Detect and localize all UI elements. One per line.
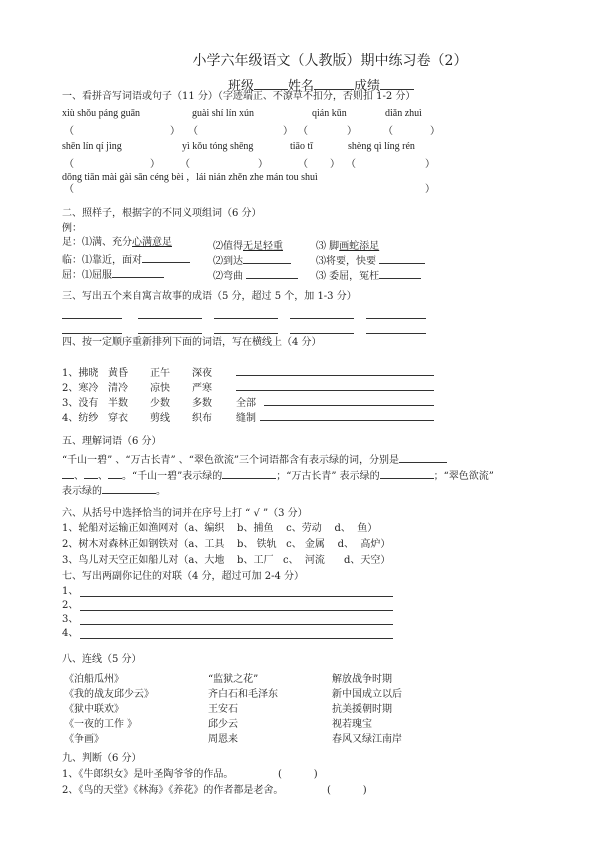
pinyin: xiù shǒu páng guān <box>62 108 141 119</box>
sep: 、 <box>74 471 84 482</box>
match-item-col3[interactable]: 解放战争时期 <box>332 674 392 685</box>
answer-paren-close: ） <box>425 159 435 170</box>
answer-paren-close: ） <box>330 159 340 170</box>
char: 足： <box>62 237 82 248</box>
name-label: 姓名 <box>288 79 315 94</box>
answer-line[interactable] <box>80 610 393 611</box>
answer-blank[interactable] <box>379 253 425 264</box>
answer-line[interactable] <box>80 624 393 625</box>
answer-line[interactable] <box>62 333 122 334</box>
word: 3、没有 <box>62 398 99 409</box>
judge-item: 1、《牛郎织女》是叶圣陶爷爷的作品。 <box>62 769 234 780</box>
answer-paren-close: ） <box>430 126 440 137</box>
match-item-col2[interactable]: 齐白石和毛泽东 <box>208 689 278 700</box>
page-title: 小学六年级语文（人教版）期中练习卷（2） <box>192 53 468 69</box>
question-text: ；“万古长青” 表示绿的 <box>276 471 380 482</box>
row-zu <box>62 237 172 249</box>
word: 凉快 <box>150 383 170 394</box>
match-item-col3[interactable]: 春风又绿江南岸 <box>332 734 402 745</box>
judge-answer-paren[interactable]: ( ) <box>278 769 318 780</box>
item-number: 1、 <box>62 586 79 597</box>
answer-line[interactable] <box>260 420 434 421</box>
score-label: 成绩 <box>354 79 381 94</box>
answer-line[interactable] <box>236 390 434 391</box>
answer-blank[interactable] <box>246 268 298 279</box>
answer-paren-open: （ <box>180 159 190 170</box>
match-item-col2[interactable]: “监狱之花” <box>208 674 259 685</box>
class-label: 班级 <box>228 79 255 94</box>
section-7-heading: 七、写出两副你记住的对联（4 分，超过可加 2-4 分） <box>62 571 305 582</box>
section-5-heading: 五、理解词语（6 分） <box>62 436 162 447</box>
answer-line[interactable] <box>264 405 434 406</box>
match-item-col2[interactable]: 王安石 <box>208 704 238 715</box>
choice-item[interactable]: 1、轮船对运输正如渔网对（a、编织 b、捕鱼 c、劳动 d、 鱼） <box>62 523 378 534</box>
answer-blank[interactable] <box>142 252 190 263</box>
item-number: 3、 <box>62 614 79 625</box>
pinyin: dōng tiān mài gài sān céng bèi ，lái nián zhěn zhe mán tou shuì <box>62 172 318 183</box>
char: 临： <box>62 255 82 266</box>
row-qu <box>62 267 164 282</box>
answer-line[interactable] <box>62 318 122 319</box>
section-9-heading: 九、判断（6 分） <box>62 753 142 764</box>
sep: 、 <box>98 471 108 482</box>
example-answer: 无足轻重 <box>243 241 283 252</box>
answer-paren-close: ） <box>258 159 268 170</box>
example-answer: 画蛇添足 <box>339 241 380 252</box>
meaning-3 <box>316 237 379 252</box>
s5-line-3 <box>62 483 166 498</box>
meaning: ⑶ 委屈，冤枉 <box>316 271 380 282</box>
match-item-col1[interactable]: 《狱中联欢》 <box>64 704 124 715</box>
meaning-2 <box>213 267 298 282</box>
meaning: ⑴满、充分 <box>82 237 132 248</box>
word: 2、寒冷 <box>62 383 99 394</box>
answer-blank[interactable] <box>399 452 447 463</box>
answer-line[interactable] <box>290 318 354 319</box>
answer-paren-open: （ <box>298 159 308 170</box>
question-text: 。“千山一碧”表示绿的 <box>122 471 223 482</box>
answer-line[interactable] <box>236 375 434 376</box>
s5-line-1 <box>62 452 447 467</box>
answer-blank[interactable] <box>380 468 434 479</box>
s5-line-2 <box>62 468 494 483</box>
answer-blank[interactable] <box>102 483 156 494</box>
choice-item[interactable]: 3、鸟儿对天空正如船儿对（a、大地 b、工厂 c、 河流 d、天空） <box>62 555 391 566</box>
answer-line[interactable] <box>138 318 202 319</box>
answer-line[interactable] <box>366 318 426 319</box>
word: 半数 <box>108 398 128 409</box>
meaning-2 <box>213 252 291 267</box>
answer-paren-close: ） <box>425 184 435 195</box>
answer-paren-open: （ <box>188 126 198 137</box>
answer-blank[interactable] <box>108 468 122 479</box>
word: 正午 <box>150 368 170 379</box>
word: 全部 <box>236 398 256 409</box>
word: 1、拂晓 <box>62 368 99 379</box>
match-item-col1[interactable]: 《一夜的工作 》 <box>64 719 138 730</box>
word: 剪线 <box>150 413 170 424</box>
answer-paren-open: （ <box>64 159 74 170</box>
answer-paren-close: ） <box>283 126 293 137</box>
judge-item: 2、《鸟的天堂》《林海》《养花》的作者都是老舍。 <box>62 785 284 796</box>
section-3-heading: 三、写出五个来自寓言故事的成语（5 分，超过 5 个，加 1-3 分） <box>62 291 357 302</box>
match-item-col3[interactable]: 抗美援朝时期 <box>332 704 392 715</box>
pinyin: shēn lín qí jìng <box>62 141 122 152</box>
meaning: ⑶ 脚 <box>316 241 340 252</box>
row-lin <box>62 252 190 267</box>
match-item-col3[interactable]: 视若瑰宝 <box>332 719 372 730</box>
pinyin: guài shí lín xún <box>192 108 254 119</box>
period: 。 <box>156 486 166 497</box>
meaning: ⑵值得 <box>213 241 243 252</box>
example-label: 例： <box>62 223 82 234</box>
answer-blank[interactable] <box>379 268 421 279</box>
word: 多数 <box>192 398 212 409</box>
word: 少数 <box>150 398 170 409</box>
answer-line[interactable] <box>290 333 354 334</box>
answer-line[interactable] <box>138 333 202 334</box>
question-text: 表示绿的 <box>62 486 102 497</box>
answer-line[interactable] <box>366 333 426 334</box>
match-item-col1[interactable]: 《我的战友邱少云》 <box>64 689 154 700</box>
answer-paren-open: （ <box>383 126 393 137</box>
word: 严寒 <box>192 383 212 394</box>
answer-line[interactable] <box>80 638 393 639</box>
answer-paren-close: ） <box>150 159 160 170</box>
match-item-col2[interactable]: 周恩来 <box>208 734 238 745</box>
match-item-col2[interactable]: 邱少云 <box>208 719 238 730</box>
answer-paren-open: （ <box>64 184 74 195</box>
score-blank[interactable] <box>380 79 414 90</box>
item-number: 2、 <box>62 600 79 611</box>
answer-paren-open: （ <box>346 159 356 170</box>
item-number: 4、 <box>62 628 79 639</box>
word: 深夜 <box>192 368 212 379</box>
choice-item[interactable]: 2、树木对森林正如钢铁对（a、工具 b、 铁轨 c、 金属 d、 高炉） <box>62 539 391 550</box>
word: 黄昏 <box>108 368 128 379</box>
pinyin: shèng qì líng rén <box>348 141 415 152</box>
meaning: ⑵弯曲 <box>213 271 243 282</box>
word: 穿衣 <box>108 413 128 424</box>
answer-paren-close: ） <box>347 126 357 137</box>
answer-blank[interactable] <box>222 468 276 479</box>
pinyin: yì kǒu tóng shēng <box>182 141 254 152</box>
match-item-col1[interactable]: 《泊船瓜州》 <box>64 674 124 685</box>
char: 屈： <box>62 270 82 281</box>
question-text: “千山一碧” 、“万古长青” 、“翠色欲流”三个词语都含有表示绿的词，分别是 <box>62 455 400 466</box>
answer-paren-close: ） <box>170 126 180 137</box>
question-text: ；“翠色欲流” <box>433 471 494 482</box>
answer-blank[interactable] <box>62 468 74 479</box>
word: 缝制 <box>236 413 256 424</box>
answer-blank[interactable] <box>112 267 164 278</box>
answer-paren-open: （ <box>64 126 74 137</box>
example-answer: 心满意足 <box>132 237 172 248</box>
meaning: ⑵到达 <box>213 256 243 267</box>
pinyin: qián kūn <box>312 108 347 119</box>
meaning-3 <box>316 267 421 282</box>
meaning-3 <box>316 252 425 267</box>
class-blank[interactable] <box>254 79 288 90</box>
answer-paren-open: （ <box>298 126 308 137</box>
answer-blank[interactable] <box>243 253 291 264</box>
answer-line[interactable] <box>214 318 278 319</box>
name-blank[interactable] <box>314 79 354 90</box>
section-2-heading: 二、照样子，根据字的不同义项组词（6 分） <box>62 208 262 219</box>
answer-line[interactable] <box>214 333 278 334</box>
section-6-heading: 六、从括号中选择恰当的词并在序号上打 “ √ ”（3 分） <box>62 508 308 519</box>
section-1-heading: 一、看拼音写词语或句子（11 分）（字迹端正、不潦草不扣分，否则扣 1-2 分） <box>62 91 416 102</box>
pinyin: diǎn zhuì <box>385 108 422 119</box>
word: 织布 <box>192 413 212 424</box>
section-8-heading: 八、连线（5 分） <box>62 654 142 665</box>
match-item-col1[interactable]: 《争画》 <box>64 734 104 745</box>
word: 清冷 <box>108 383 128 394</box>
meaning: ⑴靠近，面对 <box>82 255 142 266</box>
meaning-2 <box>213 237 283 252</box>
match-item-col3[interactable]: 新中国成立以后 <box>332 689 402 700</box>
meaning: ⑴屈服 <box>82 270 112 281</box>
section-4-heading: 四、按一定顺序重新排列下面的词语，写在横线上（4 分） <box>62 337 322 348</box>
meaning: ⑶将要，快要 <box>316 256 376 267</box>
answer-line[interactable] <box>80 596 393 597</box>
word: 4、纺纱 <box>62 413 99 424</box>
pinyin: tiāo tī <box>290 141 314 152</box>
answer-blank[interactable] <box>84 468 98 479</box>
judge-answer-paren[interactable]: ( ) <box>327 785 367 796</box>
